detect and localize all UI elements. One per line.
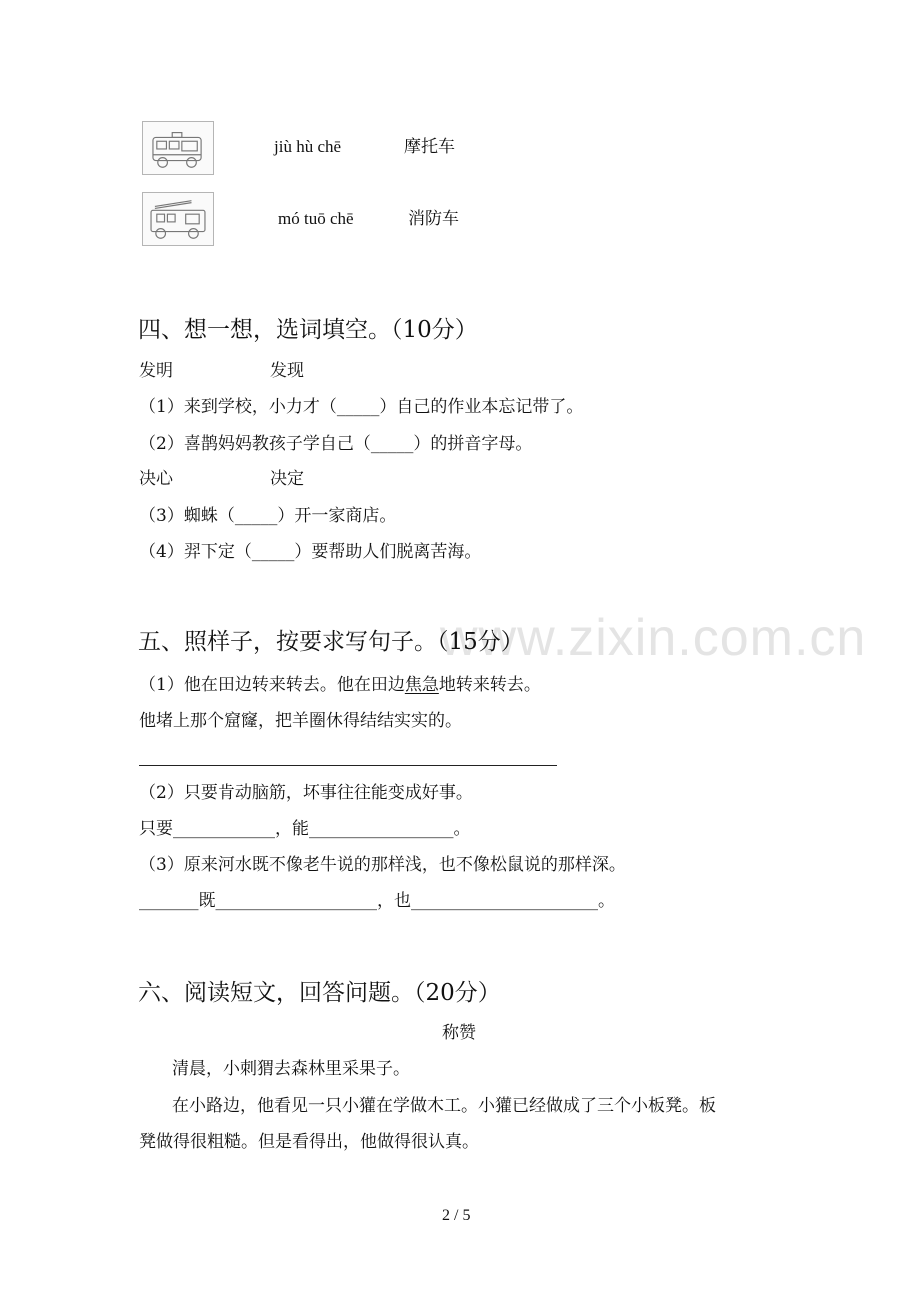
section5-task-sentence: 他堵上那个窟窿，把羊圈休得结结实实的。 <box>139 711 462 731</box>
section4-option-word: 决心 <box>139 469 173 489</box>
section5-title: 五、照样子，按要求写句子。（15分） <box>138 629 524 655</box>
passage-paragraph-2-line-2: 凳做得很粗糙。但是看得出，他做得很认真。 <box>139 1132 479 1152</box>
passage-title: 称赞 <box>442 1023 476 1043</box>
section4-question-3: （3）蜘蛛（_____）开一家商店。 <box>139 506 397 526</box>
section4-question-2: （2）喜鹊妈妈教孩子学自己（_____）的拼音字母。 <box>139 434 533 454</box>
ambulance-icon <box>143 122 213 174</box>
section5-fill-2: 只要____________，能_________________。 <box>139 819 471 839</box>
section5-question-2: （2）只要肯动脑筋，坏事往往能变成好事。 <box>139 783 473 803</box>
passage-paragraph-1: 清晨，小刺猬去森林里采果子。 <box>172 1059 410 1079</box>
ambulance-picture <box>142 121 214 175</box>
example-underlined-word: 焦急 <box>404 675 439 695</box>
watermark: www.zixin.com.cn <box>440 609 867 667</box>
vehicle-word-1: 摩托车 <box>404 137 455 157</box>
section5-example <box>139 675 541 695</box>
section4-title: 四、想一想，选词填空。（10分） <box>138 317 478 343</box>
page-number: 2 / 5 <box>442 1207 471 1224</box>
section4-option-word: 决定 <box>270 469 304 489</box>
vehicle-pinyin-2: mó tuō chē <box>278 209 354 228</box>
section5-question-3: （3）原来河水既不像老牛说的那样浅，也不像松鼠说的那样深。 <box>139 855 626 875</box>
section4-option-word: 发现 <box>270 361 304 381</box>
fire-truck-picture <box>142 192 214 246</box>
vehicle-word-2: 消防车 <box>408 209 459 229</box>
example-text-prefix: （1）他在田边转来转去。他在田边 <box>139 675 405 695</box>
section4-question-1: （1）来到学校，小力才（_____）自己的作业本忘记带了。 <box>139 397 584 417</box>
section4-option-word: 发明 <box>139 361 173 381</box>
vehicle-pinyin-1: jiù hù chē <box>274 137 342 156</box>
section6-title: 六、阅读短文，回答问题。（20分） <box>138 980 501 1006</box>
fire-truck-icon <box>143 193 213 245</box>
section5-fill-3: _______既___________________，也______________________。 <box>139 891 615 911</box>
answer-line[interactable] <box>139 765 557 766</box>
example-text-suffix: 地转来转去。 <box>438 675 541 695</box>
section4-question-4: （4）羿下定（_____）要帮助人们脱离苦海。 <box>139 542 482 562</box>
passage-paragraph-2-line-1: 在小路边，他看见一只小獾在学做木工。小獾已经做成了三个小板凳。板 <box>172 1096 716 1116</box>
